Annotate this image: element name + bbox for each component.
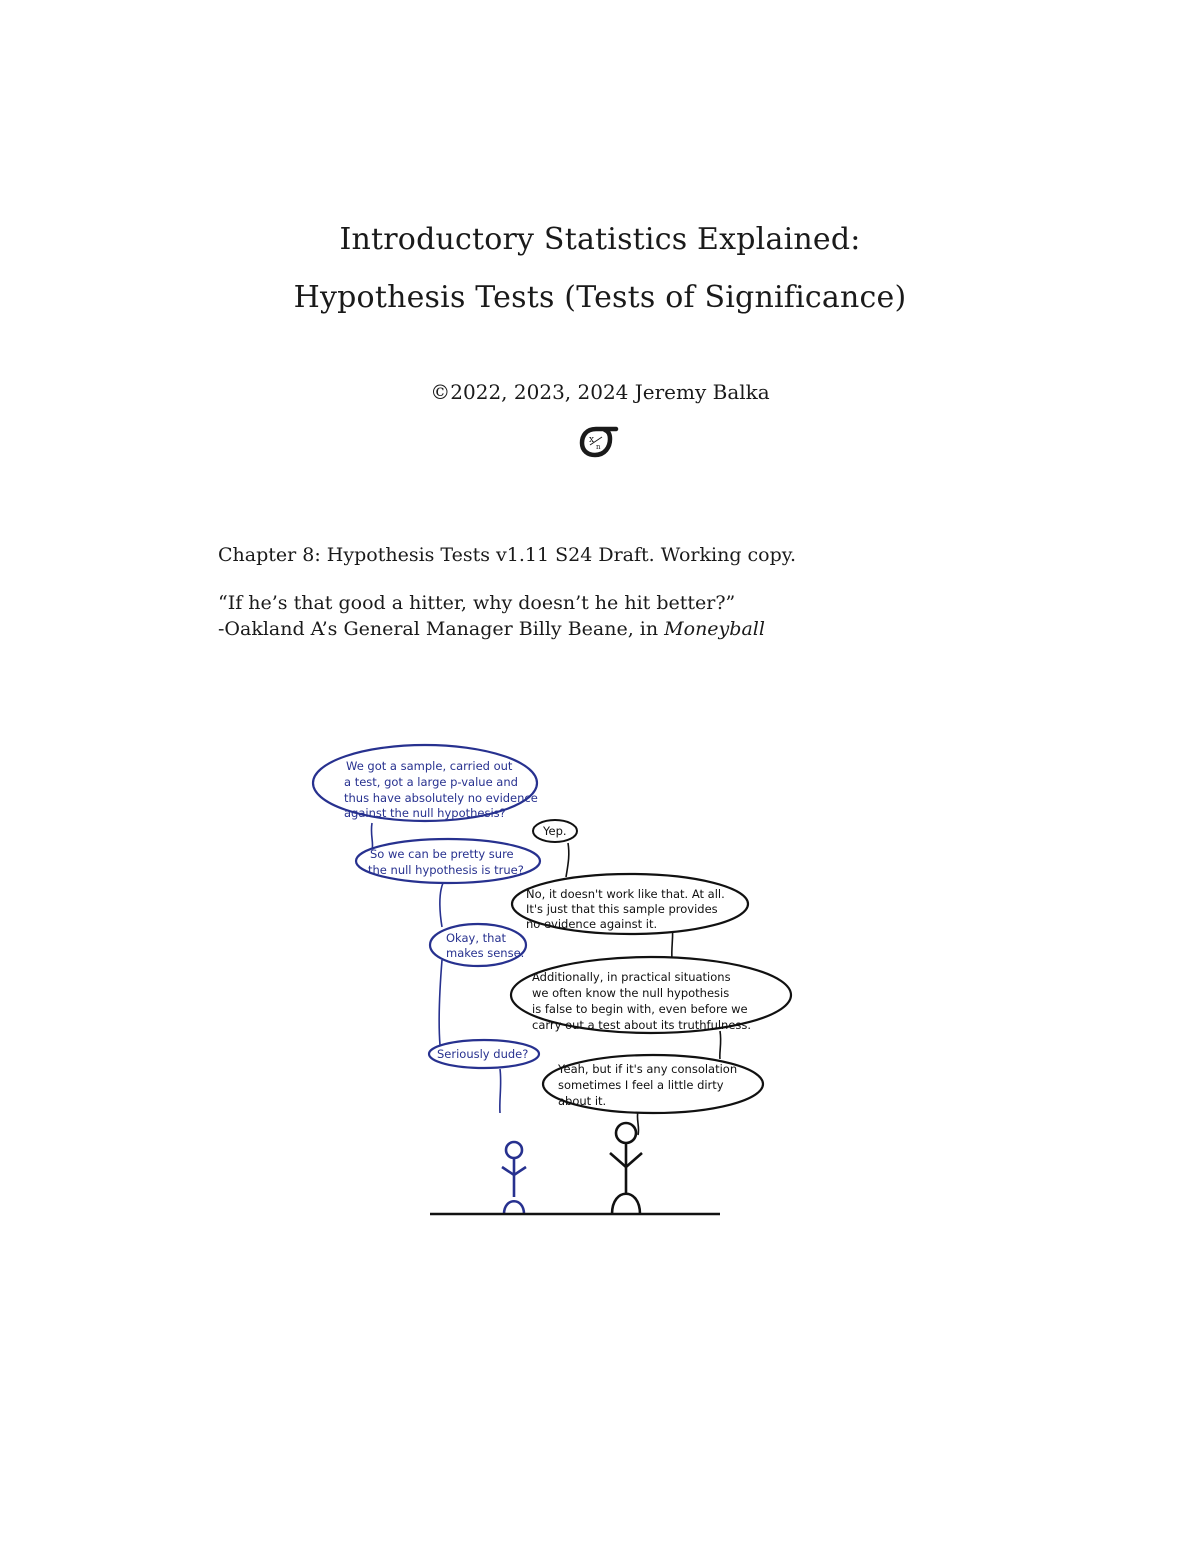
copyright-notice: ©2022, 2023, 2024 Jeremy Balka [430,380,770,404]
chapter-line: Chapter 8: Hypothesis Tests v1.11 S24 Draft. Working copy. [218,544,797,566]
title-line-1: Introductory Statistics Explained: [339,222,861,257]
right-stick-figure [610,1123,642,1214]
svg-text:x: x [589,435,595,445]
quote-attribution [218,618,765,640]
bubble-text-left-4: Seriously dude? [437,1047,529,1061]
svg-text:n: n [596,443,601,451]
left-stick-figure [502,1142,526,1214]
quote-text: “If he’s that good a hitter, why doesn’t he hit better?” [218,592,736,614]
bubble-text-right-1: Yep. [543,824,567,838]
bubble-text-right-4: Yeah, but if it's any consolation sometimes I feel a little dirty about it. [558,1062,738,1108]
comic-illustration [300,735,820,1235]
title-line-2: Hypothesis Tests (Tests of Significance) [293,280,907,315]
sigma-logo-icon [578,422,622,458]
bubble-text-left-1: We got a sample, carried out a test, got a large p-value and thus have absolutely no evidence against the null hypothesis? [344,759,538,820]
attribution-prefix: -Oakland A’s General Manager Billy Beane, in [218,618,665,640]
bubble-text-left-2: So we can be pretty sure the null hypothesis is true? [368,847,524,877]
bubble-text-right-2: No, it doesn't work like that. At all. It's just that this sample provides no evidence against it. [526,887,725,931]
bubble-text-left-3: Okay, that makes sense. [446,931,525,960]
attribution-source: Moneyball [664,618,765,640]
bubble-text-right-3: Additionally, in practical situations we often know the null hypothesis is false to begin with, even before we carry out a test about its truthfulness. [532,970,752,1032]
